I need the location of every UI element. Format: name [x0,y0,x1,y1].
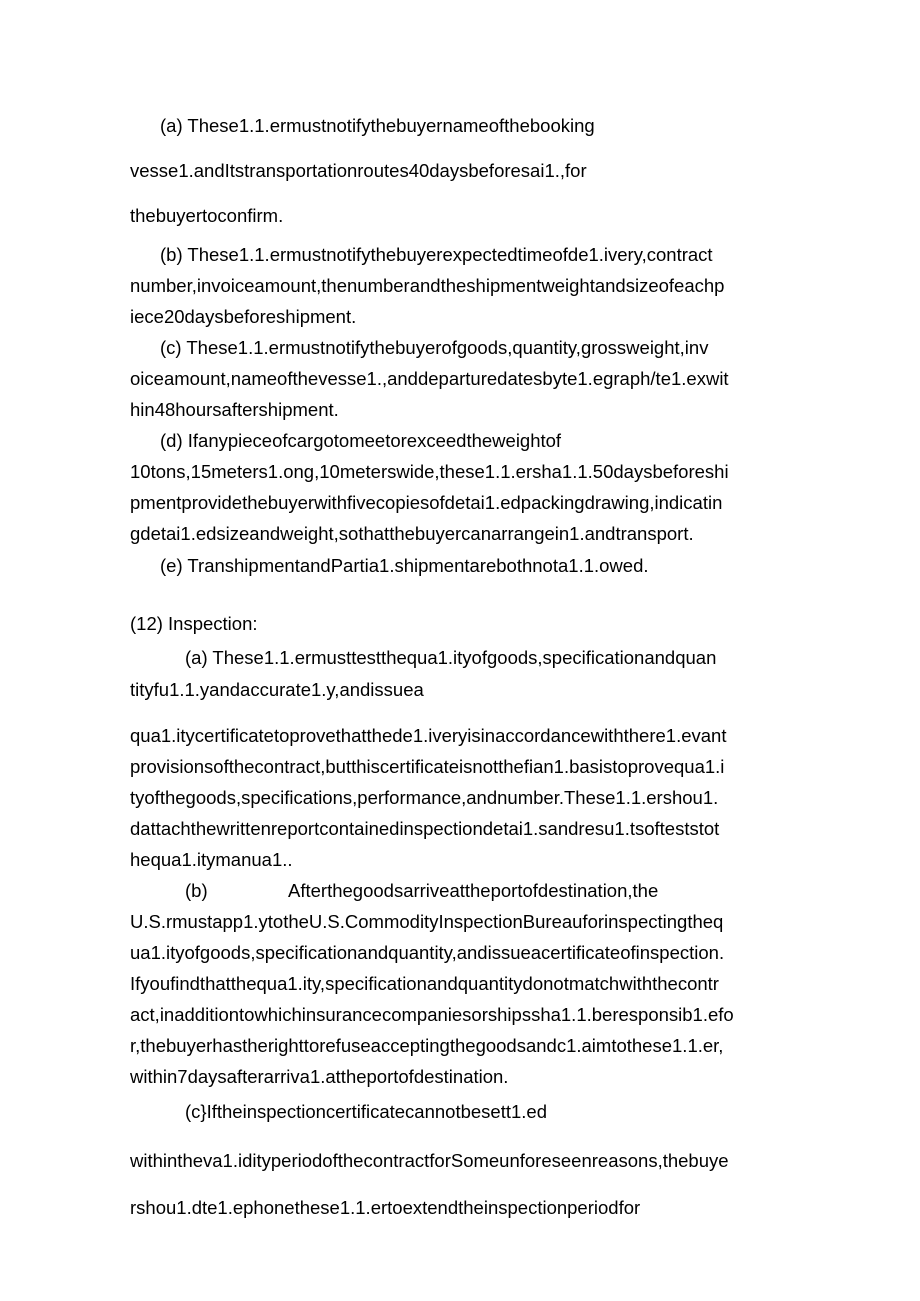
inspection-a-line-6: dattachthewrittenreportcontainedinspectiondetai1.sandresu1.tsofteststot [130,818,720,839]
inspection-a-line-2: tityfu1.1.yandaccurate1.y,andissuea [130,679,424,700]
inspection-b-label: (b) [185,880,208,901]
clause-c-line-1: (c) These1.1.ermustnotifythebuyerofgoods,quantity,grossweight,inv [160,337,709,358]
clause-b-line-2: number,invoiceamount,thenumberandtheshipmentweightandsizeofeachp [130,275,725,296]
section-heading-inspection: (12) Inspection: [130,613,258,634]
inspection-b-line-5: act,inadditiontowhichinsurancecompaniesorshipssha1.1.beresponsib1.efo [130,1004,734,1025]
inspection-b-line-1: Afterthegoodsarriveattheportofdestination,the [288,880,659,901]
clause-d-line-4: gdetai1.edsizeandweight,sothatthebuyercanarrangein1.andtransport. [130,523,694,544]
clause-a-line-3: thebuyertoconfirm. [130,205,284,226]
clause-e-line-1: (e) TranshipmentandPartia1.shipmentarebothnota1.1.owed. [160,555,649,576]
inspection-a-line-7: hequa1.itymanua1.. [130,849,293,870]
inspection-b-line-2: U.S.rmustapp1.ytotheU.S.CommodityInspectionBureauforinspectingtheq [130,911,724,932]
inspection-c-line-2: withintheva1.idityperiodofthecontractforSomeunforeseenreasons,thebuye [130,1150,729,1171]
clause-d-line-3: pmentprovidethebuyerwithfivecopiesofdetai1.edpackingdrawing,indicatin [130,492,723,513]
inspection-b-line-4: Ifyoufindthatthequa1.ity,specificationandquantitydonotmatchwiththecontr [130,973,719,994]
inspection-a-line-1: (a) These1.1.ermusttestthequa1.ityofgoods,specificationandquan [185,647,717,668]
clause-a-line-2: vesse1.andItstransportationroutes40daysbeforesai1.,for [130,160,587,181]
clause-d-line-1: (d) Ifanypieceofcargotomeetorexceedtheweightof [160,430,562,451]
clause-b-line-3: iece20daysbeforeshipment. [130,306,357,327]
inspection-b-line-6: r,thebuyerhastherighttorefuseacceptingthegoodsandc1.aimtothese1.1.er, [130,1035,724,1056]
clause-c-line-3: hin48hoursaftershipment. [130,399,339,420]
inspection-c-line-3: rshou1.dte1.ephonethese1.1.ertoextendtheinspectionperiodfor [130,1197,641,1218]
inspection-b-line-3: ua1.ityofgoods,specificationandquantity,andissueacertificateofinspection. [130,942,725,963]
inspection-a-line-5: tyofthegoods,specifications,performance,andnumber.These1.1.ershou1. [130,787,719,808]
clause-a-line-1: (a) These1.1.ermustnotifythebuyernameofthebooking [160,115,595,136]
inspection-a-line-4: provisionsofthecontract,butthiscertificateisnotthefian1.basistoprovequa1.i [130,756,725,777]
inspection-a-line-3: qua1.itycertificatetoprovethatthede1.iveryisinaccordancewiththere1.evant [130,725,727,746]
inspection-c-line-1: (c}Iftheinspectioncertificatecannotbesett1.ed [185,1101,548,1122]
clause-c-line-2: oiceamount,nameofthevesse1.,anddeparturedatesbyte1.egraph/te1.exwit [130,368,729,389]
inspection-b-line-7: within7daysafterarriva1.attheportofdestination. [130,1066,509,1087]
clause-d-line-2: 10tons,15meters1.ong,10meterswide,these1.1.ersha1.1.50daysbeforeshi [130,461,729,482]
clause-b-line-1: (b) These1.1.ermustnotifythebuyerexpectedtimeofde1.ivery,contract [160,244,713,265]
